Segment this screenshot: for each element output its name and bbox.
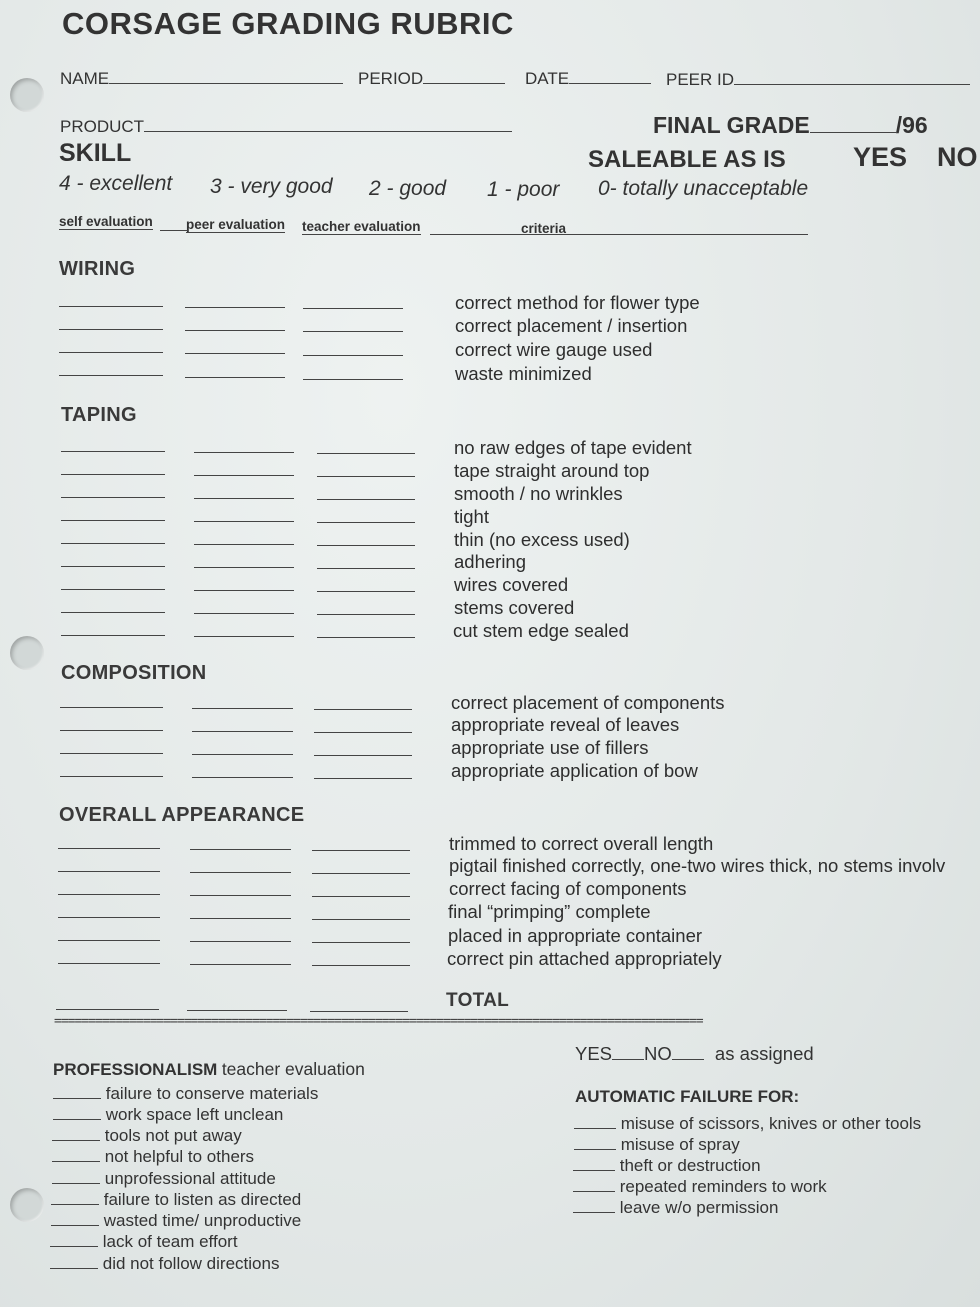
teacher-score-blank[interactable] xyxy=(314,755,412,756)
self-score-blank[interactable] xyxy=(61,543,165,544)
criteria-item: appropriate use of fillers xyxy=(451,737,649,758)
peer-score-blank[interactable] xyxy=(194,521,294,522)
check-blank[interactable] xyxy=(573,1175,615,1192)
scale-excellent: 4 - excellent xyxy=(59,172,173,195)
criteria-item: appropriate application of bow xyxy=(451,760,698,781)
peer-score-blank[interactable] xyxy=(192,731,293,732)
self-score-blank[interactable] xyxy=(60,730,163,731)
section-title-taping: TAPING xyxy=(61,404,137,426)
teacher-score-blank[interactable] xyxy=(314,778,412,779)
self-score-blank[interactable] xyxy=(59,329,163,330)
criteria-item: placed in appropriate container xyxy=(448,925,703,946)
criteria-item: cut stem edge sealed xyxy=(453,620,629,641)
peer-score-blank[interactable] xyxy=(190,918,291,919)
teacher-score-blank[interactable] xyxy=(317,614,415,615)
criteria-item: tape straight around top xyxy=(454,460,650,481)
criteria-item: correct placement of components xyxy=(451,692,725,713)
criteria-item: pigtail finished correctly, one-two wires thick, no stems involv xyxy=(449,855,946,876)
peer-score-blank[interactable] xyxy=(192,708,293,709)
assigned-yes-blank[interactable] xyxy=(612,1043,644,1060)
self-score-blank[interactable] xyxy=(61,520,165,521)
self-score-blank[interactable] xyxy=(59,352,163,353)
product-field xyxy=(60,115,512,137)
teacher-score-blank[interactable] xyxy=(314,732,412,733)
automatic-failure-item: misuse of spray xyxy=(574,1133,740,1155)
teacher-score-blank[interactable] xyxy=(312,850,410,851)
teacher-score-blank[interactable] xyxy=(312,919,410,920)
self-score-blank[interactable] xyxy=(58,871,160,872)
final-grade xyxy=(653,112,928,139)
professionalism-item: unprofessional attitude xyxy=(52,1167,276,1189)
professionalism-item: failure to conserve materials xyxy=(53,1082,318,1104)
column-header-self: self evaluation xyxy=(59,214,153,229)
professionalism-item: work space left unclean xyxy=(53,1103,283,1125)
criteria-item: no raw edges of tape evident xyxy=(454,437,692,458)
check-blank[interactable] xyxy=(573,1154,615,1171)
peer-score-blank[interactable] xyxy=(185,353,285,354)
product-label: PRODUCT xyxy=(60,117,145,136)
peer-score-blank[interactable] xyxy=(192,754,293,755)
check-blank[interactable] xyxy=(574,1112,616,1129)
check-blank[interactable] xyxy=(573,1196,615,1213)
teacher-score-blank[interactable] xyxy=(314,709,412,710)
peer-score-blank[interactable] xyxy=(190,895,291,896)
self-score-blank[interactable] xyxy=(61,612,165,613)
criteria-item: thin (no excess used) xyxy=(454,529,630,550)
teacher-score-blank[interactable] xyxy=(317,499,415,500)
teacher-score-blank[interactable] xyxy=(312,873,410,874)
teacher-total-blank[interactable] xyxy=(310,1011,408,1012)
check-blank[interactable] xyxy=(52,1124,100,1141)
check-blank[interactable] xyxy=(53,1082,101,1099)
professionalism-item: failure to listen as directed xyxy=(51,1188,301,1210)
teacher-score-blank[interactable] xyxy=(303,331,403,332)
automatic-failure-item: leave w/o permission xyxy=(573,1196,778,1218)
period-field xyxy=(358,67,505,89)
self-score-blank[interactable] xyxy=(60,707,163,708)
self-score-blank[interactable] xyxy=(61,451,165,452)
skill-label: SKILL xyxy=(59,139,132,167)
automatic-failure-item: theft or destruction xyxy=(573,1154,761,1176)
peer-score-blank[interactable] xyxy=(194,590,294,591)
peer-score-blank[interactable] xyxy=(185,330,285,331)
column-header-teacher: teacher evaluation xyxy=(302,219,421,234)
criteria-item: correct method for flower type xyxy=(455,292,700,313)
peer-score-blank[interactable] xyxy=(194,544,294,545)
name-label: NAME xyxy=(60,69,110,88)
teacher-score-blank[interactable] xyxy=(317,476,415,477)
binder-hole xyxy=(10,1188,44,1222)
self-score-blank[interactable] xyxy=(58,963,160,964)
peer-id-field xyxy=(666,68,970,90)
assigned-no-blank[interactable] xyxy=(672,1043,704,1060)
professionalism-heading xyxy=(53,1059,365,1080)
self-score-blank[interactable] xyxy=(61,497,165,498)
check-blank[interactable] xyxy=(52,1167,100,1184)
criteria-item: correct wire gauge used xyxy=(455,339,653,360)
check-blank[interactable] xyxy=(51,1188,99,1205)
professionalism-item: not helpful to others xyxy=(52,1145,254,1167)
peer-score-blank[interactable] xyxy=(190,941,291,942)
total-label: TOTAL xyxy=(446,990,510,1011)
self-score-blank[interactable] xyxy=(58,917,160,918)
self-score-blank[interactable] xyxy=(60,753,163,754)
criteria-item: correct pin attached appropriately xyxy=(447,948,722,969)
peer-id-line[interactable] xyxy=(734,68,970,85)
peer-score-blank[interactable] xyxy=(194,567,294,568)
section-title-overall-appearance: OVERALL APPEARANCE xyxy=(59,804,305,826)
professionalism-item: wasted time/ unproductive xyxy=(51,1209,301,1231)
scale-unacceptable: 0- totally unacceptable xyxy=(598,177,809,200)
peer-score-blank[interactable] xyxy=(194,475,294,476)
assigned-row xyxy=(575,1043,814,1065)
self-score-blank[interactable] xyxy=(61,589,165,590)
final-grade-label: FINAL GRADE xyxy=(653,112,810,138)
peer-score-blank[interactable] xyxy=(192,777,293,778)
teacher-score-blank[interactable] xyxy=(312,942,410,943)
teacher-score-blank[interactable] xyxy=(317,453,415,454)
binder-hole xyxy=(10,636,44,670)
separator-line: =============================================================================================== xyxy=(54,1014,703,1029)
name-field xyxy=(60,67,343,89)
automatic-failure-title: AUTOMATIC FAILURE FOR: xyxy=(575,1087,800,1106)
self-score-blank[interactable] xyxy=(59,375,163,376)
teacher-score-blank[interactable] xyxy=(312,965,410,966)
peer-score-blank[interactable] xyxy=(185,377,285,378)
peer-score-blank[interactable] xyxy=(194,452,294,453)
automatic-failure-item: repeated reminders to work xyxy=(573,1175,827,1197)
final-grade-total: /96 xyxy=(895,112,928,138)
saleable-label: SALEABLE AS IS xyxy=(588,146,786,173)
check-blank[interactable] xyxy=(50,1252,98,1269)
product-line[interactable] xyxy=(144,115,512,132)
teacher-score-blank[interactable] xyxy=(303,379,403,380)
professionalism-item: lack of team effort xyxy=(50,1230,238,1252)
criteria-item: stems covered xyxy=(454,597,575,618)
assigned-text: as assigned xyxy=(714,1043,814,1064)
assigned-yes-label: YES xyxy=(575,1043,613,1064)
date-label: DATE xyxy=(525,69,570,88)
criteria-item: final “primping” complete xyxy=(448,901,651,922)
criteria-item: adhering xyxy=(454,551,527,572)
teacher-score-blank[interactable] xyxy=(317,545,415,546)
check-blank[interactable] xyxy=(574,1133,616,1150)
criteria-item: smooth / no wrinkles xyxy=(454,483,623,504)
header-underline xyxy=(160,230,188,231)
teacher-score-blank[interactable] xyxy=(317,637,415,638)
self-score-blank[interactable] xyxy=(61,474,165,475)
final-grade-line[interactable] xyxy=(810,112,896,133)
professionalism-item: did not follow directions xyxy=(50,1252,279,1274)
criteria-item: wires covered xyxy=(454,574,569,595)
teacher-score-blank[interactable] xyxy=(303,308,403,309)
professionalism-item: tools not put away xyxy=(52,1124,242,1146)
self-score-blank[interactable] xyxy=(61,635,165,636)
self-score-blank[interactable] xyxy=(58,848,160,849)
automatic-failure-item: misuse of scissors, knives or other tools xyxy=(574,1112,921,1134)
section-title-composition: COMPOSITION xyxy=(61,662,207,684)
check-blank[interactable] xyxy=(53,1103,101,1120)
self-score-blank[interactable] xyxy=(58,894,160,895)
page-title: CORSAGE GRADING RUBRIC xyxy=(62,6,514,41)
peer-score-blank[interactable] xyxy=(194,636,294,637)
peer-score-blank[interactable] xyxy=(185,307,285,308)
column-header-criteria: criteria xyxy=(521,221,567,236)
binder-hole xyxy=(10,78,44,112)
saleable-no[interactable]: NO xyxy=(937,142,978,172)
peer-score-blank[interactable] xyxy=(194,613,294,614)
assigned-no-label: NO xyxy=(644,1043,672,1064)
header-underline xyxy=(430,234,808,235)
saleable-yes[interactable]: YES xyxy=(853,142,908,172)
criteria-item: correct facing of components xyxy=(449,878,687,899)
criteria-item: correct placement / insertion xyxy=(455,315,688,336)
check-blank[interactable] xyxy=(50,1230,98,1247)
teacher-score-blank[interactable] xyxy=(317,591,415,592)
teacher-score-blank[interactable] xyxy=(317,522,415,523)
name-line[interactable] xyxy=(109,67,343,84)
check-blank[interactable] xyxy=(52,1145,100,1162)
check-blank[interactable] xyxy=(51,1209,99,1226)
column-header-peer: peer evaluation xyxy=(186,217,286,232)
criteria-item: trimmed to correct overall length xyxy=(449,833,714,854)
peer-total-blank[interactable] xyxy=(187,1010,287,1011)
professionalism-title: PROFESSIONALISM xyxy=(53,1060,218,1079)
period-line[interactable] xyxy=(423,67,505,84)
date-line[interactable] xyxy=(569,67,651,84)
teacher-score-blank[interactable] xyxy=(312,896,410,897)
period-label: PERIOD xyxy=(358,69,424,88)
professionalism-subtitle: teacher evaluation xyxy=(221,1059,365,1079)
teacher-score-blank[interactable] xyxy=(317,568,415,569)
self-score-blank[interactable] xyxy=(60,776,163,777)
scale-very-good: 3 - very good xyxy=(210,175,333,198)
date-field xyxy=(525,67,651,89)
section-title-wiring: WIRING xyxy=(59,258,136,280)
peer-score-blank[interactable] xyxy=(190,849,291,850)
self-score-blank[interactable] xyxy=(61,566,165,567)
peer-score-blank[interactable] xyxy=(190,964,291,965)
peer-score-blank[interactable] xyxy=(194,498,294,499)
self-score-blank[interactable] xyxy=(58,940,160,941)
criteria-item: waste minimized xyxy=(455,363,592,384)
criteria-item: tight xyxy=(454,506,489,527)
peer-score-blank[interactable] xyxy=(190,872,291,873)
teacher-score-blank[interactable] xyxy=(303,355,403,356)
self-total-blank[interactable] xyxy=(56,1009,159,1010)
peer-id-label: PEER ID xyxy=(666,70,735,89)
self-score-blank[interactable] xyxy=(59,306,163,307)
scale-poor: 1 - poor xyxy=(487,178,560,201)
criteria-item: appropriate reveal of leaves xyxy=(451,714,680,735)
scale-good: 2 - good xyxy=(369,177,447,200)
